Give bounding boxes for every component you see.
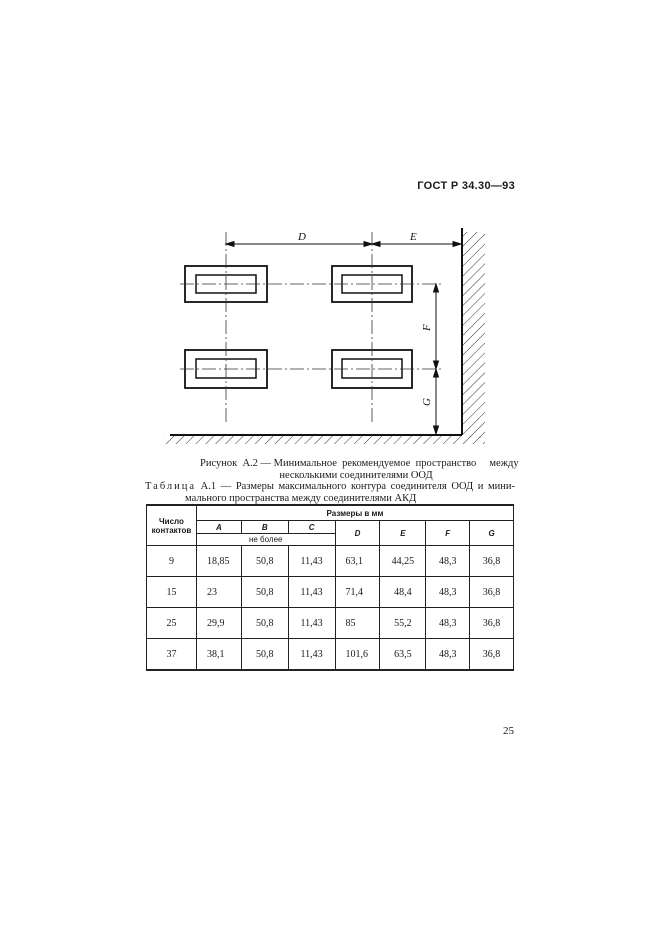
- cell-b: 50,8: [241, 577, 288, 608]
- header-e: E: [380, 521, 426, 546]
- cell-a: 23: [196, 577, 241, 608]
- cell-e: 48,4: [380, 577, 426, 608]
- centre-lines: [180, 232, 443, 422]
- cell-a: 29,9: [196, 608, 241, 639]
- cell-d: 63,1: [335, 546, 380, 577]
- cell-f: 48,3: [426, 639, 470, 671]
- figure-caption-line2: несколькими соединителями ООД: [279, 470, 433, 481]
- connector-spacing-diagram: [160, 222, 500, 454]
- header-contacts: Число контактов: [147, 505, 197, 546]
- dimension-e-label: E: [410, 231, 417, 243]
- cell-contacts: 37: [147, 639, 197, 671]
- header-d: D: [335, 521, 380, 546]
- cell-a: 18,85: [196, 546, 241, 577]
- cell-e: 55,2: [380, 608, 426, 639]
- cell-contacts: 25: [147, 608, 197, 639]
- header-g: G: [470, 521, 514, 546]
- cell-b: 50,8: [241, 639, 288, 671]
- dimension-f-label: F: [421, 324, 433, 331]
- table-caption-line2: мального пространства между соединителями АКД: [185, 493, 417, 504]
- cell-e: 63,5: [380, 639, 426, 671]
- cell-f: 48,3: [426, 546, 470, 577]
- table-row: [147, 608, 514, 639]
- cell-d: 101,6: [335, 639, 380, 671]
- cell-d: 71,4: [335, 577, 380, 608]
- wall-hatching: [463, 224, 485, 438]
- header-dimensions: Размеры в мм: [196, 505, 513, 521]
- table-row: [147, 639, 514, 671]
- dimension-g-label: G: [421, 398, 433, 406]
- table-row: [147, 577, 514, 608]
- figure-caption: [200, 458, 519, 482]
- cell-c: 11,43: [288, 577, 335, 608]
- header-f: F: [426, 521, 470, 546]
- cell-contacts: 9: [147, 546, 197, 577]
- header-c: C: [288, 521, 335, 534]
- header-b: B: [241, 521, 288, 534]
- cell-c: 11,43: [288, 608, 335, 639]
- cell-d: 85: [335, 608, 380, 639]
- cell-a: 38,1: [196, 639, 241, 671]
- cell-c: 11,43: [288, 639, 335, 671]
- page-number: 25: [503, 725, 514, 737]
- cell-f: 48,3: [426, 608, 470, 639]
- dimension-f-g: [434, 284, 439, 434]
- table-caption: [145, 481, 515, 505]
- dimension-d-label: D: [298, 231, 306, 243]
- table-row: [147, 546, 514, 577]
- table-caption-word: Таблица: [145, 481, 197, 492]
- dimension-d-e: [226, 242, 461, 247]
- cell-b: 50,8: [241, 608, 288, 639]
- cell-b: 50,8: [241, 546, 288, 577]
- cell-f: 48,3: [426, 577, 470, 608]
- cell-g: 36,8: [470, 546, 514, 577]
- cell-g: 36,8: [470, 608, 514, 639]
- header-a: A: [196, 521, 241, 534]
- document-header: ГОСТ Р 34.30—93: [417, 180, 515, 192]
- cell-e: 44,25: [380, 546, 426, 577]
- header-not-more: не более: [196, 534, 335, 546]
- figure-caption-line1: Рисунок А.2 — Минимальное рекомендуемое пространство между: [200, 458, 519, 469]
- cell-g: 36,8: [470, 639, 514, 671]
- cell-c: 11,43: [288, 546, 335, 577]
- cell-g: 36,8: [470, 577, 514, 608]
- dimensions-table: [146, 504, 514, 671]
- cell-contacts: 15: [147, 577, 197, 608]
- table-caption-line1: А.1 — Размеры максимального контура соединителя ООД и мини-: [200, 481, 515, 492]
